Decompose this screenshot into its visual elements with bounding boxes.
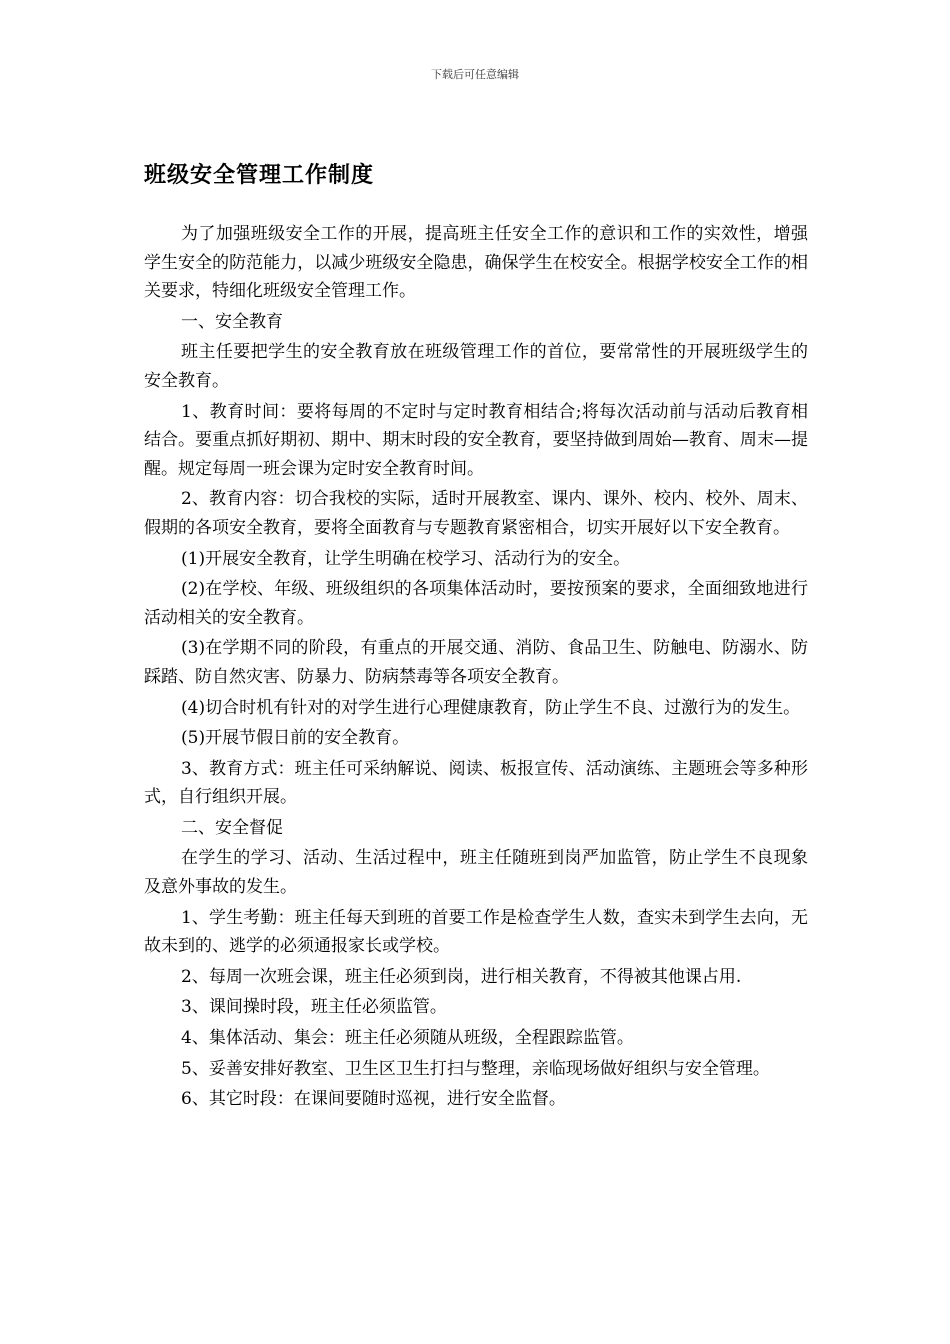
paragraph: 4、集体活动、集会：班主任必须随从班级，全程跟踪监管。 — [181, 1028, 634, 1049]
paragraph: 2、教育内容：切合我校的实际，适时开展教室、课内、课外、校内、校外、周末、假期的各项安全教育，要将全面教育与专题教育紧密相合，切实开展好以下安全教育。 — [144, 489, 808, 538]
paragraph: 1、教育时间：要将每周的不定时与定时教育相结合;将每次活动前与活动后教育相结合。要重点抓好期初、期中、期末时段的安全教育，要坚持做到周始—教育、周末—提醒。规定每周一班会课为定时安全教育时间。 — [144, 401, 808, 479]
page-header-note: 下载后可任意编辑 — [431, 68, 519, 81]
paragraph: 2、每周一次班会课，班主任必须到岗，进行相关教育，不得被其他课占用. — [181, 966, 742, 987]
document-body — [144, 220, 808, 1116]
paragraph: 1、学生考勤：班主任每天到班的首要工作是检查学生人数，查实未到学生去向，无故未到的、逃学的必须通报家长或学校。 — [144, 907, 808, 957]
list-item: (1)开展安全教育，让学生明确在校学习、活动行为的安全。 — [181, 548, 631, 569]
list-item: (2)在学校、年级、班级组织的各项集体活动时，要按预案的要求，全面细致地进行活动相关的安全教育。 — [144, 579, 808, 628]
paragraph: 3、课间操时段，班主任必须监管。 — [181, 997, 447, 1018]
paragraph: 班主任要把学生的安全教育放在班级管理工作的首位，要常常性的开展班级学生的安全教育。 — [144, 342, 808, 391]
paragraph: 6、其它时段：在课间要随时巡视，进行安全监督。 — [181, 1089, 566, 1110]
paragraph: 为了加强班级安全工作的开展，提高班主任安全工作的意识和工作的实效性，增强学生安全的防范能力，以减少班级安全隐患，确保学生在校安全。根据学校安全工作的相关要求，特细化班级安全管理工作。 — [144, 224, 808, 302]
paragraph: 3、教育方式：班主任可采纳解说、阅读、板报宣传、活动演练、主题班会等多种形式，自行组织开展。 — [144, 758, 808, 808]
section-heading: 一、安全教育 — [181, 311, 283, 332]
list-item: (4)切合时机有针对的对学生进行心理健康教育，防止学生不良、过激行为的发生。 — [181, 697, 801, 718]
paragraph: 在学生的学习、活动、生活过程中，班主任随班到岗严加监管，防止学生不良现象及意外事故的发生。 — [144, 848, 808, 898]
section-heading: 二、安全督促 — [181, 817, 283, 838]
list-item: (5)开展节假日前的安全教育。 — [181, 728, 410, 749]
paragraph: 5、妥善安排好教室、卫生区卫生打扫与整理，亲临现场做好组织与安全管理。 — [181, 1058, 770, 1079]
document-title: 班级安全管理工作制度 — [144, 163, 375, 188]
list-item: (3)在学期不同的阶段，有重点的开展交通、消防、食品卫生、防触电、防溺水、防踩踏、防自然灾害、防暴力、防病禁毒等各项安全教育。 — [144, 638, 808, 687]
